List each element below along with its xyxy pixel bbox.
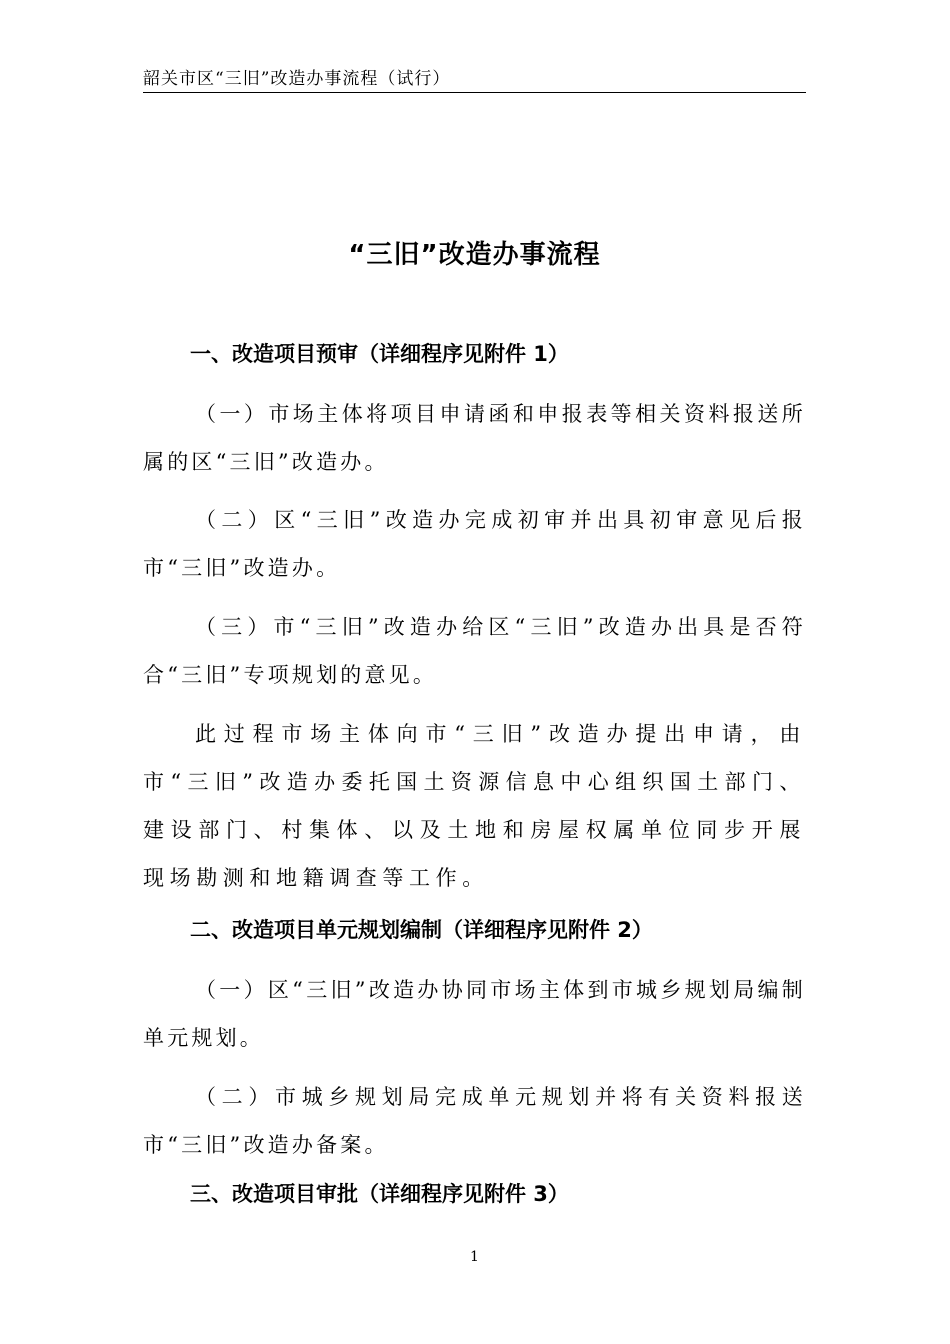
paragraph-1-1: （一）市场主体将项目申请函和申报表等相关资料报送所属的区“三旧”改造办。 xyxy=(143,402,806,474)
running-header: 韶关市区“三旧”改造办事流程（试行） xyxy=(143,69,451,89)
paragraph-2-1: （一）区“三旧”改造办协同市场主体到市城乡规划局编制单元规划。 xyxy=(143,978,806,1050)
section-heading-3: 三、改造项目审批（详细程序见附件 3） xyxy=(190,1182,569,1206)
section-heading-2: 二、改造项目单元规划编制（详细程序见附件 2） xyxy=(190,918,653,942)
paragraph-1-4: 此过程市场主体向市“三旧”改造办提出申请，由市“三旧”改造办委托国土资源信息中心组织国土部门、建设部门、村集体、以及土地和房屋权属单位同步开展现场勘测和地籍调查等工作。 xyxy=(143,722,806,890)
paragraph-2-2: （二）市城乡规划局完成单元规划并将有关资料报送市“三旧”改造办备案。 xyxy=(143,1085,806,1157)
header-rule xyxy=(143,92,806,93)
section-heading-1: 一、改造项目预审（详细程序见附件 1） xyxy=(190,342,569,366)
page-number: 1 xyxy=(470,1249,479,1265)
paragraph-1-2: （二）区“三旧”改造办完成初审并出具初审意见后报市“三旧”改造办。 xyxy=(143,508,806,580)
paragraph-1-3: （三）市“三旧”改造办给区“三旧”改造办出具是否符合“三旧”专项规划的意见。 xyxy=(143,615,806,687)
document-title: “三旧”改造办事流程 xyxy=(348,240,601,270)
